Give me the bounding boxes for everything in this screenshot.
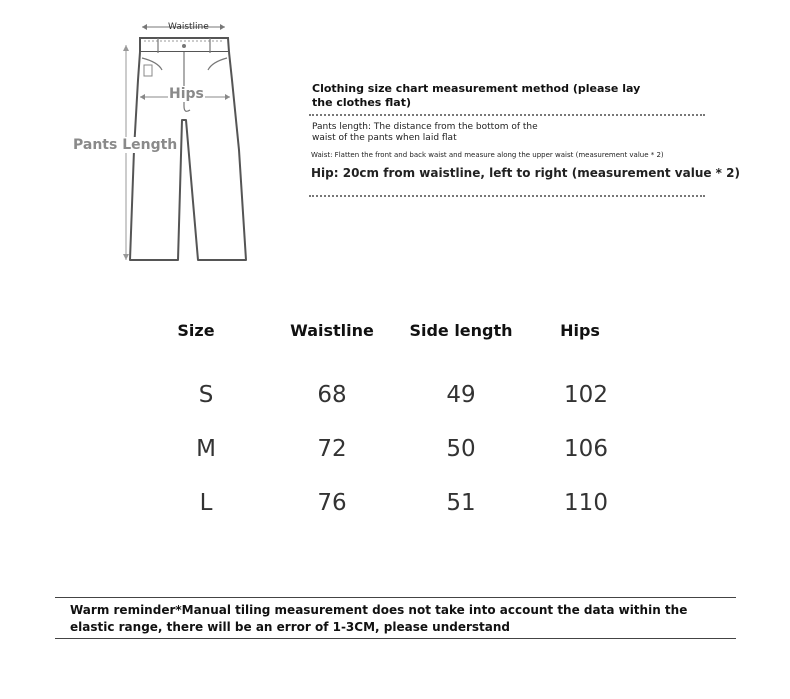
cell-hips: 102: [564, 382, 608, 408]
divider-bottom: [55, 638, 736, 639]
pants-length-label: Pants Length: [73, 137, 178, 153]
cell-side-length: 51: [446, 490, 476, 516]
cell-hips: 106: [564, 436, 608, 462]
cell-size: S: [198, 382, 214, 408]
waistline-label: Waistline: [168, 22, 209, 32]
divider-top: [55, 597, 736, 598]
cell-size: M: [196, 436, 216, 462]
cell-hips: 110: [564, 490, 608, 516]
method-title: Clothing size chart measurement method (please lay the clothes flat): [312, 82, 641, 109]
cell-size: L: [199, 490, 213, 516]
divider-dotted: [309, 195, 705, 197]
cell-waistline: 72: [317, 436, 347, 462]
pants-length-note: Pants length: The distance from the bottom of the waist of the pants when laid flat: [312, 122, 538, 143]
cell-side-length: 50: [446, 436, 476, 462]
hip-note: Hip: 20cm from waistline, left to right (measurement value * 2): [311, 166, 740, 180]
cell-side-length: 49: [446, 382, 476, 408]
header-side-length: Side length: [409, 321, 513, 340]
warm-reminder: Warm reminder*Manual tiling measurement does not take into account the data within the elastic range, there will be an error of 1-3CM, please understand: [70, 603, 688, 634]
hips-label: Hips: [169, 86, 204, 102]
cell-waistline: 68: [317, 382, 347, 408]
header-hips: Hips: [560, 321, 600, 340]
header-waistline: Waistline: [290, 321, 374, 340]
cell-waistline: 76: [317, 490, 347, 516]
header-size: Size: [177, 321, 215, 340]
divider-dotted: [309, 114, 705, 116]
waist-note: Waist: Flatten the front and back waist and measure along the upper waist (measurement value * 2): [311, 151, 664, 159]
